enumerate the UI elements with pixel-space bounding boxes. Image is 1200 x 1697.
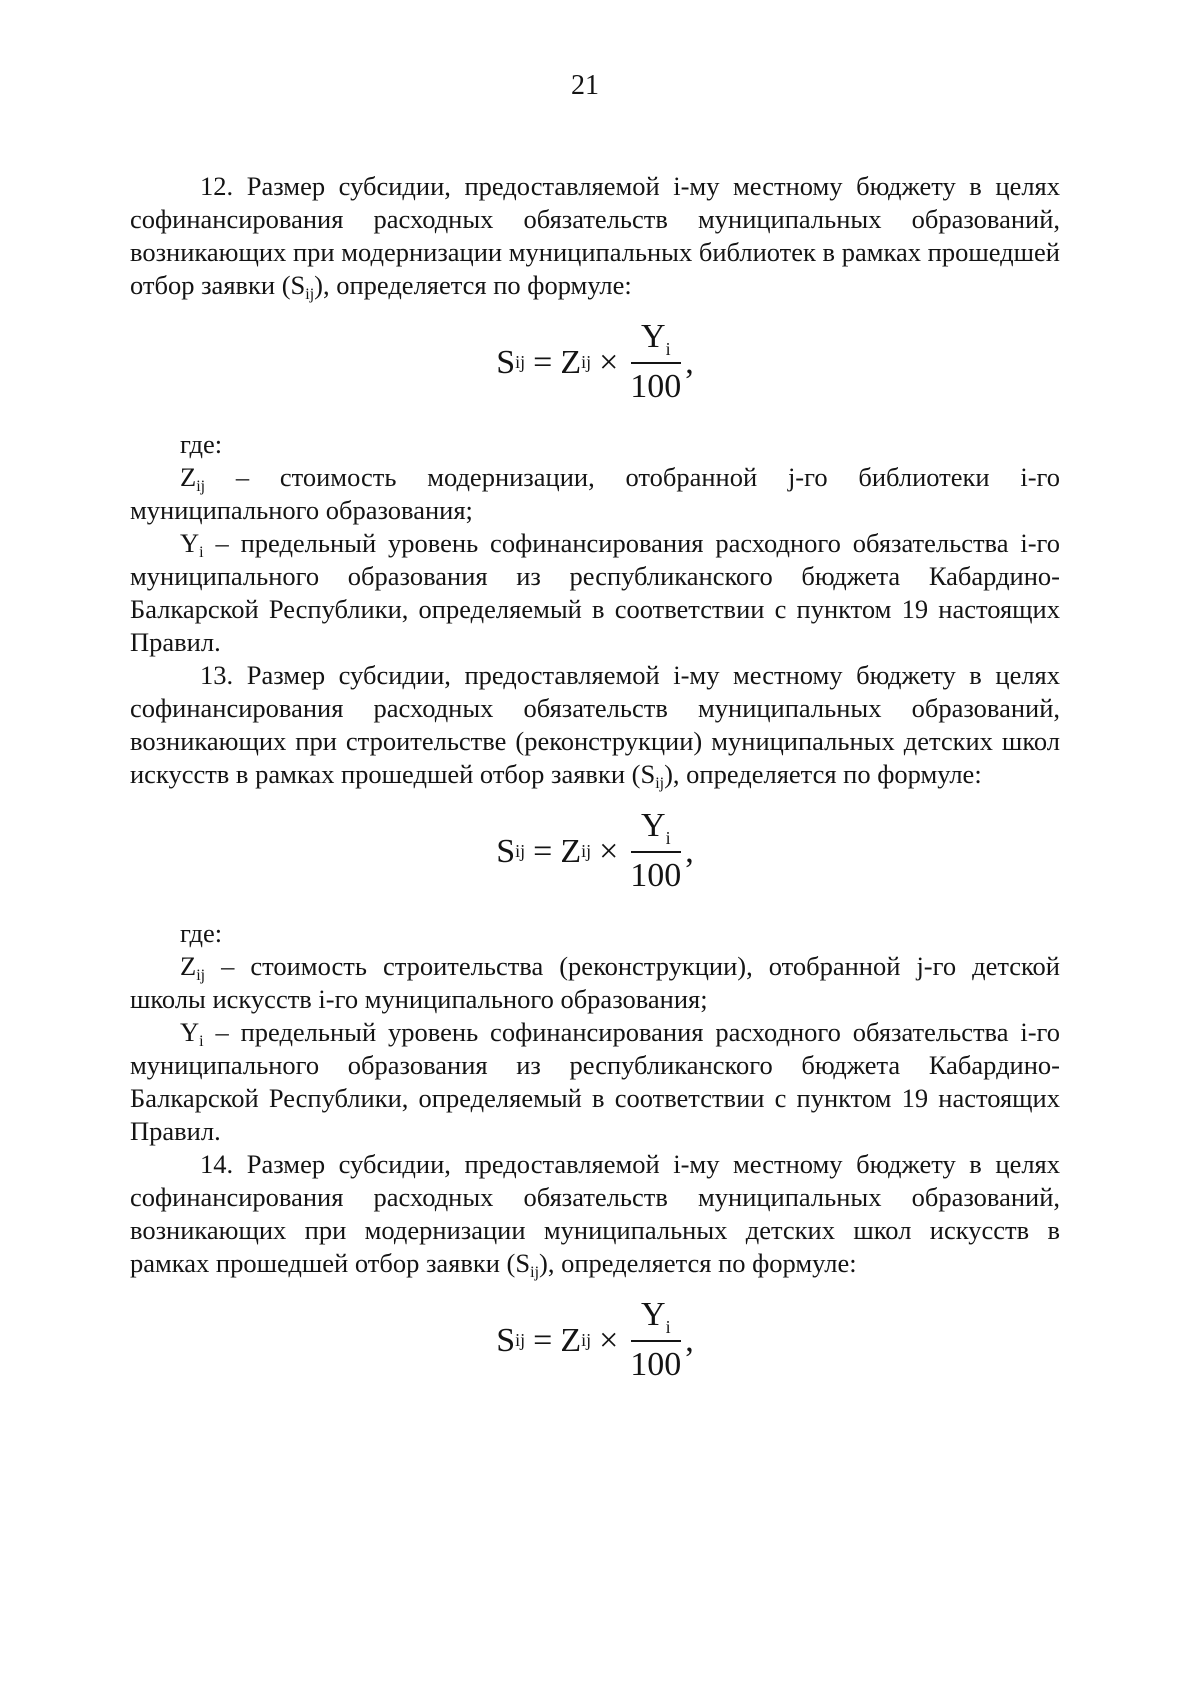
formula-14: S ij = Z ij × $\frac{Y_i}{100}$ , bbox=[496, 1296, 694, 1383]
z-definition-12: $Z_{ij}$ – стоимость модернизации, отобранной j-го библиотеки i-го муниципального образования; bbox=[130, 462, 1060, 525]
y-definition-13: $Y_i$ – предельный уровень софинансирования расходного обязательства i-го муниципального образования из республиканского бюджета Кабардино-Балкарской Республики, определяемый в соответствии с пунктом 19 настоящих Правил. bbox=[130, 1017, 1060, 1146]
y-definition-12: $Y_i$ – предельный уровень софинансирования расходного обязательства i-го муниципального образования из республиканского бюджета Кабардино-Балкарской Республики, определяемый в соответствии с пунктом 19 настоящих Правил. bbox=[130, 528, 1060, 657]
paragraph-12: 12. Размер субсидии, предоставляемой i-му местному бюджету в целях софинансирования расходных обязательств муниципальных образований, возникающих при модернизации муниципальных библиотек в рамках прошедшей отбор заявки $(S_{ij})$, определяется по формуле: bbox=[130, 171, 1060, 303]
paragraph-13: 13. Размер субсидии, предоставляемой i-му местному бюджету в целях софинансирования расходных обязательств муниципальных образований, возникающих при строительстве (реконструкции) муниципальных детских школ искусств в рамках прошедшей отбор заявки $(S_{ij})$, определяется по формуле: bbox=[130, 660, 1060, 792]
formula-13: S ij = Z ij × $\frac{Y_i}{100}$ , bbox=[496, 807, 694, 894]
paragraph-14: 14. Размер субсидии, предоставляемой i-му местному бюджету в целях софинансирования расходных обязательств муниципальных образований, возникающих при модернизации муниципальных детских школ искусств в рамках прошедшей отбор заявки $(S_{ij})$, определяется по формуле: bbox=[130, 1149, 1060, 1281]
fraction: $\frac{Y_i}{100}$ bbox=[630, 318, 682, 405]
where-label-12: где: bbox=[180, 429, 223, 459]
fraction: $\frac{Y_i}{100}$ bbox=[630, 1296, 682, 1383]
document-body bbox=[130, 170, 1060, 1400]
formula-12: S ij = Z ij × $\frac{Y_i}{100}$ , bbox=[496, 318, 694, 405]
where-label-13: где: bbox=[180, 918, 223, 948]
z-definition-13: $Z_{ij}$ – стоимость строительства (реконструкции), отобранной j-го детской школы искусств i-го муниципального образования; bbox=[130, 951, 1060, 1014]
fraction: $\frac{Y_i}{100}$ bbox=[630, 807, 682, 894]
page-number: 21 bbox=[571, 70, 599, 101]
